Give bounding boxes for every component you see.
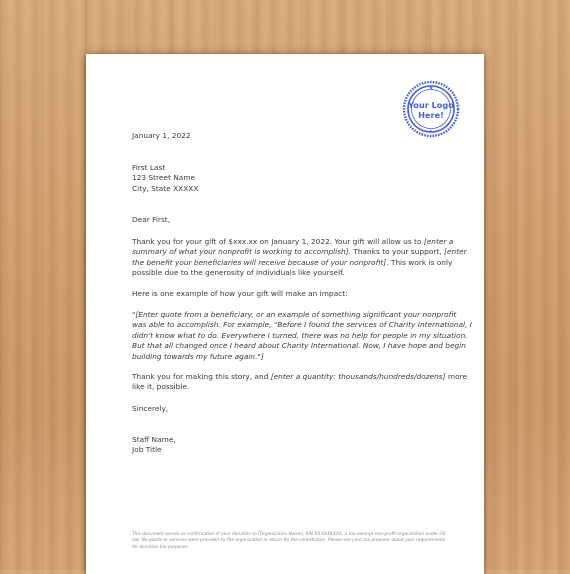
recipient-street: 123 Street Name bbox=[132, 173, 196, 183]
logo-line-1: Your Logo bbox=[408, 100, 454, 110]
recipient-address bbox=[132, 163, 472, 194]
recipient-city: City, State XXXXX bbox=[132, 183, 199, 193]
gift-text-3: . This work is only possible due to the generosity of individuals like yourself. bbox=[132, 257, 453, 278]
svg-text:★: ★ bbox=[428, 85, 434, 92]
logo-seal bbox=[402, 80, 460, 138]
svg-text:★: ★ bbox=[428, 129, 434, 135]
recipient-name: First Last bbox=[132, 163, 166, 172]
closing: Sincerely, bbox=[132, 404, 169, 413]
signature-name: Staff Name, bbox=[132, 435, 176, 444]
letter-date: January 1, 2022 bbox=[132, 131, 191, 140]
paragraph-thanks bbox=[132, 372, 472, 393]
thanks-text-1: Thank you for making this story, and bbox=[132, 372, 271, 381]
paragraph-impact: Here is one example of how your gift will make an impact: bbox=[132, 289, 348, 298]
salutation: Dear First, bbox=[132, 215, 171, 224]
gift-text-2: . Thanks to your support, bbox=[348, 247, 445, 257]
letter-page bbox=[86, 54, 484, 574]
quote-text: "[Enter quote from a beneficiary, or an example of something significant your nonprofit was able to accomplish. For example, "Before I found the services of Charity International, I didn't know what to do. Everywhere I turned, there was no help for people in my situation. But that all changed once I heard about Charity International. Now, I have hope and begin building towards my future again."] bbox=[132, 310, 472, 361]
placeholder-benefit: [enter the benefit your beneficiaries will receive because of your nonprofit] bbox=[132, 247, 467, 267]
signature-block bbox=[132, 435, 472, 456]
tax-disclaimer: This document serves as confirmation of your donation to [Organization Name], EIN XX-XXXXXXX, a tax-exempt non-profit organization under US law. No goods or services were provided by the organization in return for the contribution. Please see your tax preparer about your requirements for donation tax purposes. bbox=[132, 532, 446, 550]
signature-title: Job Title bbox=[132, 445, 162, 455]
logo-line-2: Here! bbox=[418, 110, 444, 120]
thanks-text-2: more like it, possible. bbox=[132, 372, 468, 392]
paragraph-gift bbox=[132, 237, 472, 279]
gift-text-1: Thank you for your gift of $xxx.xx on January 1, 2022. Your gift will allow us to bbox=[132, 237, 424, 246]
beneficiary-quote bbox=[132, 310, 472, 362]
placeholder-quantity: [enter a quantity: thousands/hundreds/dozens] bbox=[270, 372, 446, 381]
placeholder-summary: [enter a summary of what your nonprofit is working to accomplish] bbox=[132, 237, 454, 257]
